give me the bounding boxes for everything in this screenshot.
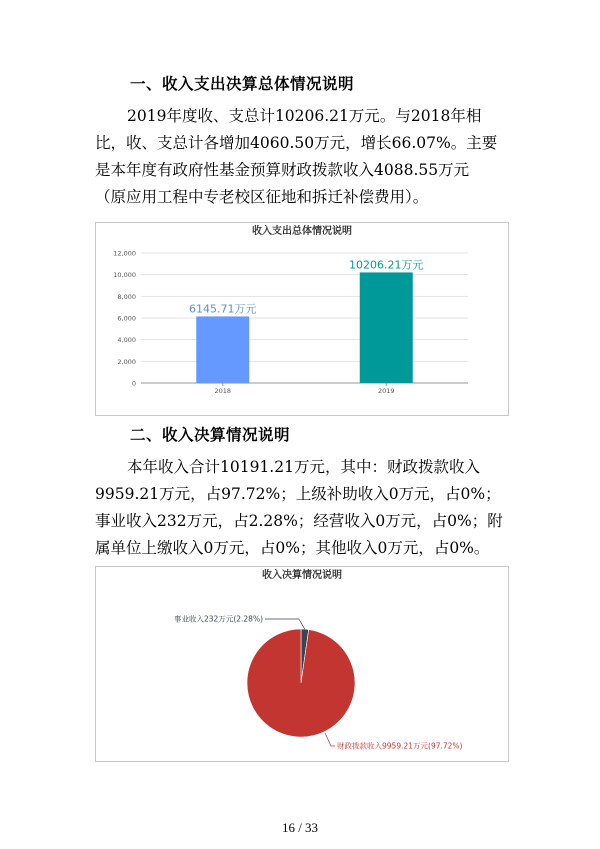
x-tick-label: 2019 [377,387,395,395]
bar [360,272,413,383]
paragraph-line: 比，收、支总计各增加4060.50万元，增长66.07%。主要 [95,134,498,152]
bar-data-label: 10206.21万元 [349,258,424,272]
bar-data-label: 6145.71万元 [189,302,257,316]
section-heading-1: 一、收入支出决算总体情况说明 [130,75,355,93]
pie-slice-label: 财政拨款收入9959.21万元(97.72%) [337,741,463,751]
bar [196,316,249,383]
section-paragraph-1 [95,103,515,211]
y-tick-label: 12,000 [113,249,136,258]
bar-chart-panel [95,222,509,416]
y-tick-label: 4,000 [117,336,136,345]
paragraph-line: 是本年度有政府性基金预算财政拨款收入4088.55万元 [95,161,470,179]
pie-leader-line [325,733,335,746]
y-tick-label: 8,000 [117,292,136,301]
pie-chart-title: 收入决算情况说明 [262,570,342,581]
y-tick-label: 10,000 [113,271,136,280]
pie-chart [96,567,508,761]
paragraph-line: （原应用工程中专老校区征地和拆迁补偿费用）。 [95,188,429,206]
paragraph-line: 2019年度收、支总计10206.21万元。与2018年相 [127,107,482,125]
bar-chart [96,223,508,415]
y-tick-label: 2,000 [117,357,136,366]
page-number: 16 / 33 [281,820,319,835]
section-heading-2: 二、收入决算情况说明 [130,426,291,444]
pie-leader-line [265,619,305,629]
paragraph-line: 事业收入232万元，占2.28%；经营收入0万元，占0%；附 [95,512,503,530]
pie-chart-panel [95,566,509,762]
paragraph-line: 属单位上缴收入0万元，占0%；其他收入0万元，占0%。 [95,539,490,557]
paragraph-line: 9959.21万元，占97.72%；上级补助收入0万元，占0%； [95,485,501,503]
pie-slice [247,629,355,737]
bar-chart-title: 收入支出总体情况说明 [252,226,352,237]
paragraph-line: 本年收入合计10191.21万元，其中：财政拨款收入 [127,458,480,476]
y-tick-label: 0 [131,379,136,388]
y-tick-label: 6,000 [117,314,136,323]
x-tick-label: 2018 [214,387,232,395]
section-paragraph-2 [95,454,515,562]
pie-slice-label: 事业收入232万元(2.28%) [174,614,263,624]
